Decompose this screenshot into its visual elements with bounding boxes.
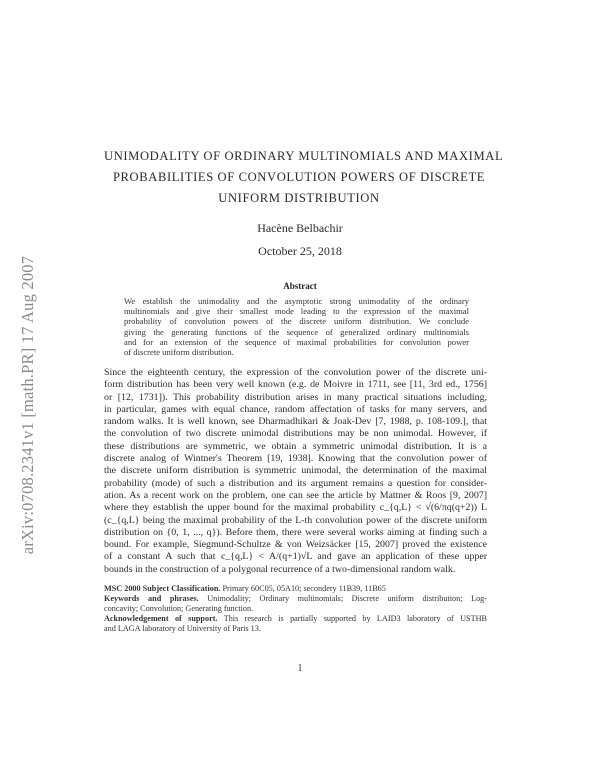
body-line: these distributions are symmetric, we obtain a symmetric unimodal distribution. It is a [104, 440, 487, 452]
keywords-label: Keywords and phrases. [104, 594, 199, 603]
body-line: random walks. It is well known, see Dharmadhikari & Joak-Dev [7, 1988, p. 108-109.], that [104, 416, 487, 428]
body-line: in particular, games with equal chance, random affectation of tasks for many servers, and [104, 403, 487, 415]
body-paragraph [104, 367, 487, 576]
msc-text: Primary 60C05, 05A10; secondery 11B39, 11B65 [220, 584, 386, 593]
title-line: PROBABILITIES OF CONVOLUTION POWERS OF DISCRETE [112, 170, 486, 184]
body-line: bounds in the construction of a polygonal recurrence of a two-dimensional random walk. [104, 563, 456, 575]
abstract-line: giving the generating functions of the sequence of generalized ordinary multinomials [124, 326, 469, 337]
title-line: UNIFORM DISTRIBUTION [218, 191, 380, 205]
body-line: the convolution of two discrete unimodal distributions may be non unimodal. However, if [104, 428, 487, 440]
ack-text: This research is partially supported by LAID3 laboratory of USTHB [217, 614, 487, 623]
body-line: Since the eighteenth century, the expression of the convolution power of the discrete uni- [104, 367, 487, 378]
keywords-text: Unimodality; Ordinary multinomials; Discrete uniform distribution; Log- [198, 594, 487, 603]
body-line: ation. As a recent work on the problem, one can see the article by Mattner & Roos [9, 2007] [104, 489, 487, 501]
body-line: probability (mode) of such a distribution and its argument remains a question for consider- [104, 477, 487, 489]
ack-line-2: and LAGA laboratory of University of Paris 13. [104, 624, 261, 633]
abstract-line: and for an extension of the sequence of maximal probabilities for convolution power [124, 336, 469, 347]
paper-title [104, 146, 504, 209]
body-line: where they establish the upper bound for the maximal probability c_{q,L} < √(6/πq(q+2)) L [104, 502, 487, 514]
abstract-line: multinomials and give their smallest mode leading to the expression of the maximal [124, 306, 469, 317]
paper-date: October 25, 2018 [258, 244, 342, 258]
msc-line [104, 584, 487, 594]
author-name: Hacène Belbachir [257, 221, 343, 235]
keywords-line-2: concavity; Convolution; Generating function. [104, 604, 254, 613]
arxiv-identifier: arXiv:0708.2341v1 [math.PR] 17 Aug 2007 [18, 255, 37, 555]
body-line: (c_{q,L} being the maximal probability of the L-th convolution power of the discrete uniform [104, 514, 487, 526]
title-line: UNIMODALITY OF ORDINARY MULTINOMIALS AND MAXIMAL [104, 149, 504, 163]
body-line: the discrete uniform distribution is symmetric unimodal, the determination of the maximal [104, 465, 487, 477]
keywords-line [104, 594, 487, 604]
body-line: form distribution has been very well known (e.g. de Moivre in 1711, see [11, 3rd ed., 1756] [104, 379, 487, 391]
page-number: 1 [297, 663, 303, 674]
body-line: of a constant A such that c_{q,L} < A/(q+1)√L and gave an application of these upper [104, 551, 487, 563]
body-line: distribution on {0, 1, ..., q}). Before them, there were several works aiming at finding such a [104, 526, 487, 538]
abstract-line: probability of convolution powers of the discrete uniform distribution. We conclude [124, 316, 469, 327]
msc-label: MSC 2000 Subject Classification. [104, 584, 221, 593]
body-line: bound. For example, Siegmund-Schultze & von Weizsäcker [15, 2007] proved the existence [104, 539, 487, 551]
body-line: or [12, 1731]). This probability distribution arises in many practical situations including, [104, 391, 487, 403]
body-line: discrete analog of Wintner's Theorem [19, 1938]. Knowing that the convolution power of [104, 453, 487, 465]
ack-label: Acknowledgement of support. [104, 614, 218, 623]
abstract-text [124, 296, 469, 357]
ack-line [104, 614, 487, 624]
abstract-line: We establish the unimodality and the asymptotic strong unimodality of the ordinary [124, 296, 469, 306]
abstract-line: of discrete uniform distribution. [124, 347, 234, 358]
abstract-heading: Abstract [283, 281, 317, 291]
footnotes [104, 584, 487, 634]
